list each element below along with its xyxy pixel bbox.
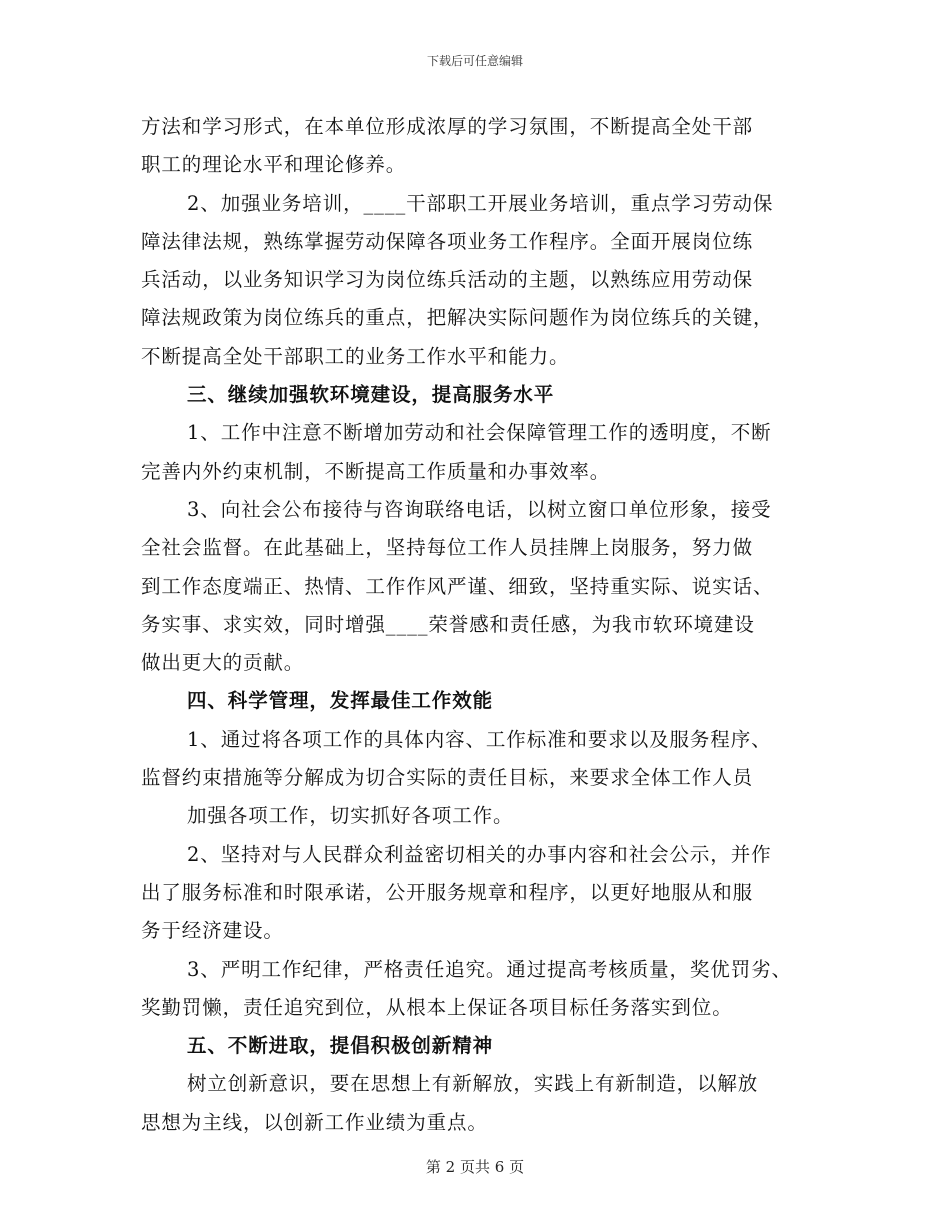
text-line-24: 奖勤罚懒，责任追究到位，从根本上保证各项目标任务落实到位。 [141, 995, 733, 1019]
text-line-5: 兵活动，以业务知识学习为岗位练兵活动的主题，以熟练应用劳动保 [141, 268, 754, 292]
text-line-13: 到工作态度端正、热情、工作作风严谨、细致，坚持重实际、说实话、 [141, 574, 774, 598]
text-line-19: 加强各项工作，切实抓好各项工作。 [187, 804, 514, 828]
text-line-17: 1、通过将各项工作的具体内容、工作标准和要求以及服务程序、 [187, 727, 772, 751]
text-line-14: 务实事、求实效，同时增强____荣誉感和责任感，为我市软环境建设 [141, 612, 755, 636]
text-line-1: 方法和学习形式，在本单位形成浓厚的学习氛围，不断提高全处干部 [141, 115, 754, 138]
text-line-4: 障法律法规，熟练掌握劳动保障各项业务工作程序。全面开展岗位练 [141, 229, 754, 253]
text-line-20: 2、坚持对与人民群众利益密切相关的办事内容和社会公示，并作 [187, 842, 772, 866]
text-line-27: 思想为主线，以创新工作业绩为重点。 [141, 1110, 488, 1134]
section-heading-3: 三、继续加强软环境建设，提高服务水平 [187, 383, 555, 407]
text-line-2: 职工的理论水平和理论修养。 [141, 153, 407, 177]
section-heading-4: 四、科学管理，发挥最佳工作效能 [187, 689, 494, 713]
text-line-9: 1、工作中注意不断增加劳动和社会保障管理工作的透明度，不断 [187, 421, 772, 445]
text-line-11: 3、向社会公布接待与咨询联络电话，以树立窗口单位形象，接受 [187, 497, 772, 521]
text-line-15: 做出更大的贡献。 [141, 651, 305, 675]
text-line-6: 障法规政策为岗位练兵的重点，把解决实际问题作为岗位练兵的关键， [141, 306, 774, 330]
text-line-10: 完善内外约束机制，不断提高工作质量和办事效率。 [141, 459, 611, 483]
text-line-23: 3、严明工作纪律，严格责任追究。通过提高考核质量，奖优罚劣、 [187, 957, 792, 981]
text-line-3: 2、加强业务培训，____干部职工开展业务培训，重点学习劳动保 [187, 191, 774, 215]
text-line-7: 不断提高全处干部职工的业务工作水平和能力。 [141, 344, 570, 368]
text-line-18: 监督约束措施等分解成为切合实际的责任目标，来要求全体工作人员 [141, 766, 754, 790]
text-line-12: 全社会监督。在此基础上，坚持每位工作人员挂牌上岗服务，努力做 [141, 536, 754, 560]
text-line-21: 出了服务标准和时限承诺，公开服务规章和程序，以更好地服从和服 [141, 880, 754, 904]
text-line-26: 树立创新意识，要在思想上有新解放，实践上有新制造，以解放 [187, 1072, 759, 1096]
page-footer: 第 2 页共 6 页 [425, 1158, 525, 1176]
page-header: 下载后可任意编辑 [426, 54, 523, 68]
section-heading-5: 五、不断进取，提倡积极创新精神 [187, 1034, 494, 1058]
document-body [141, 108, 821, 1142]
text-line-22: 务于经济建设。 [141, 919, 284, 943]
